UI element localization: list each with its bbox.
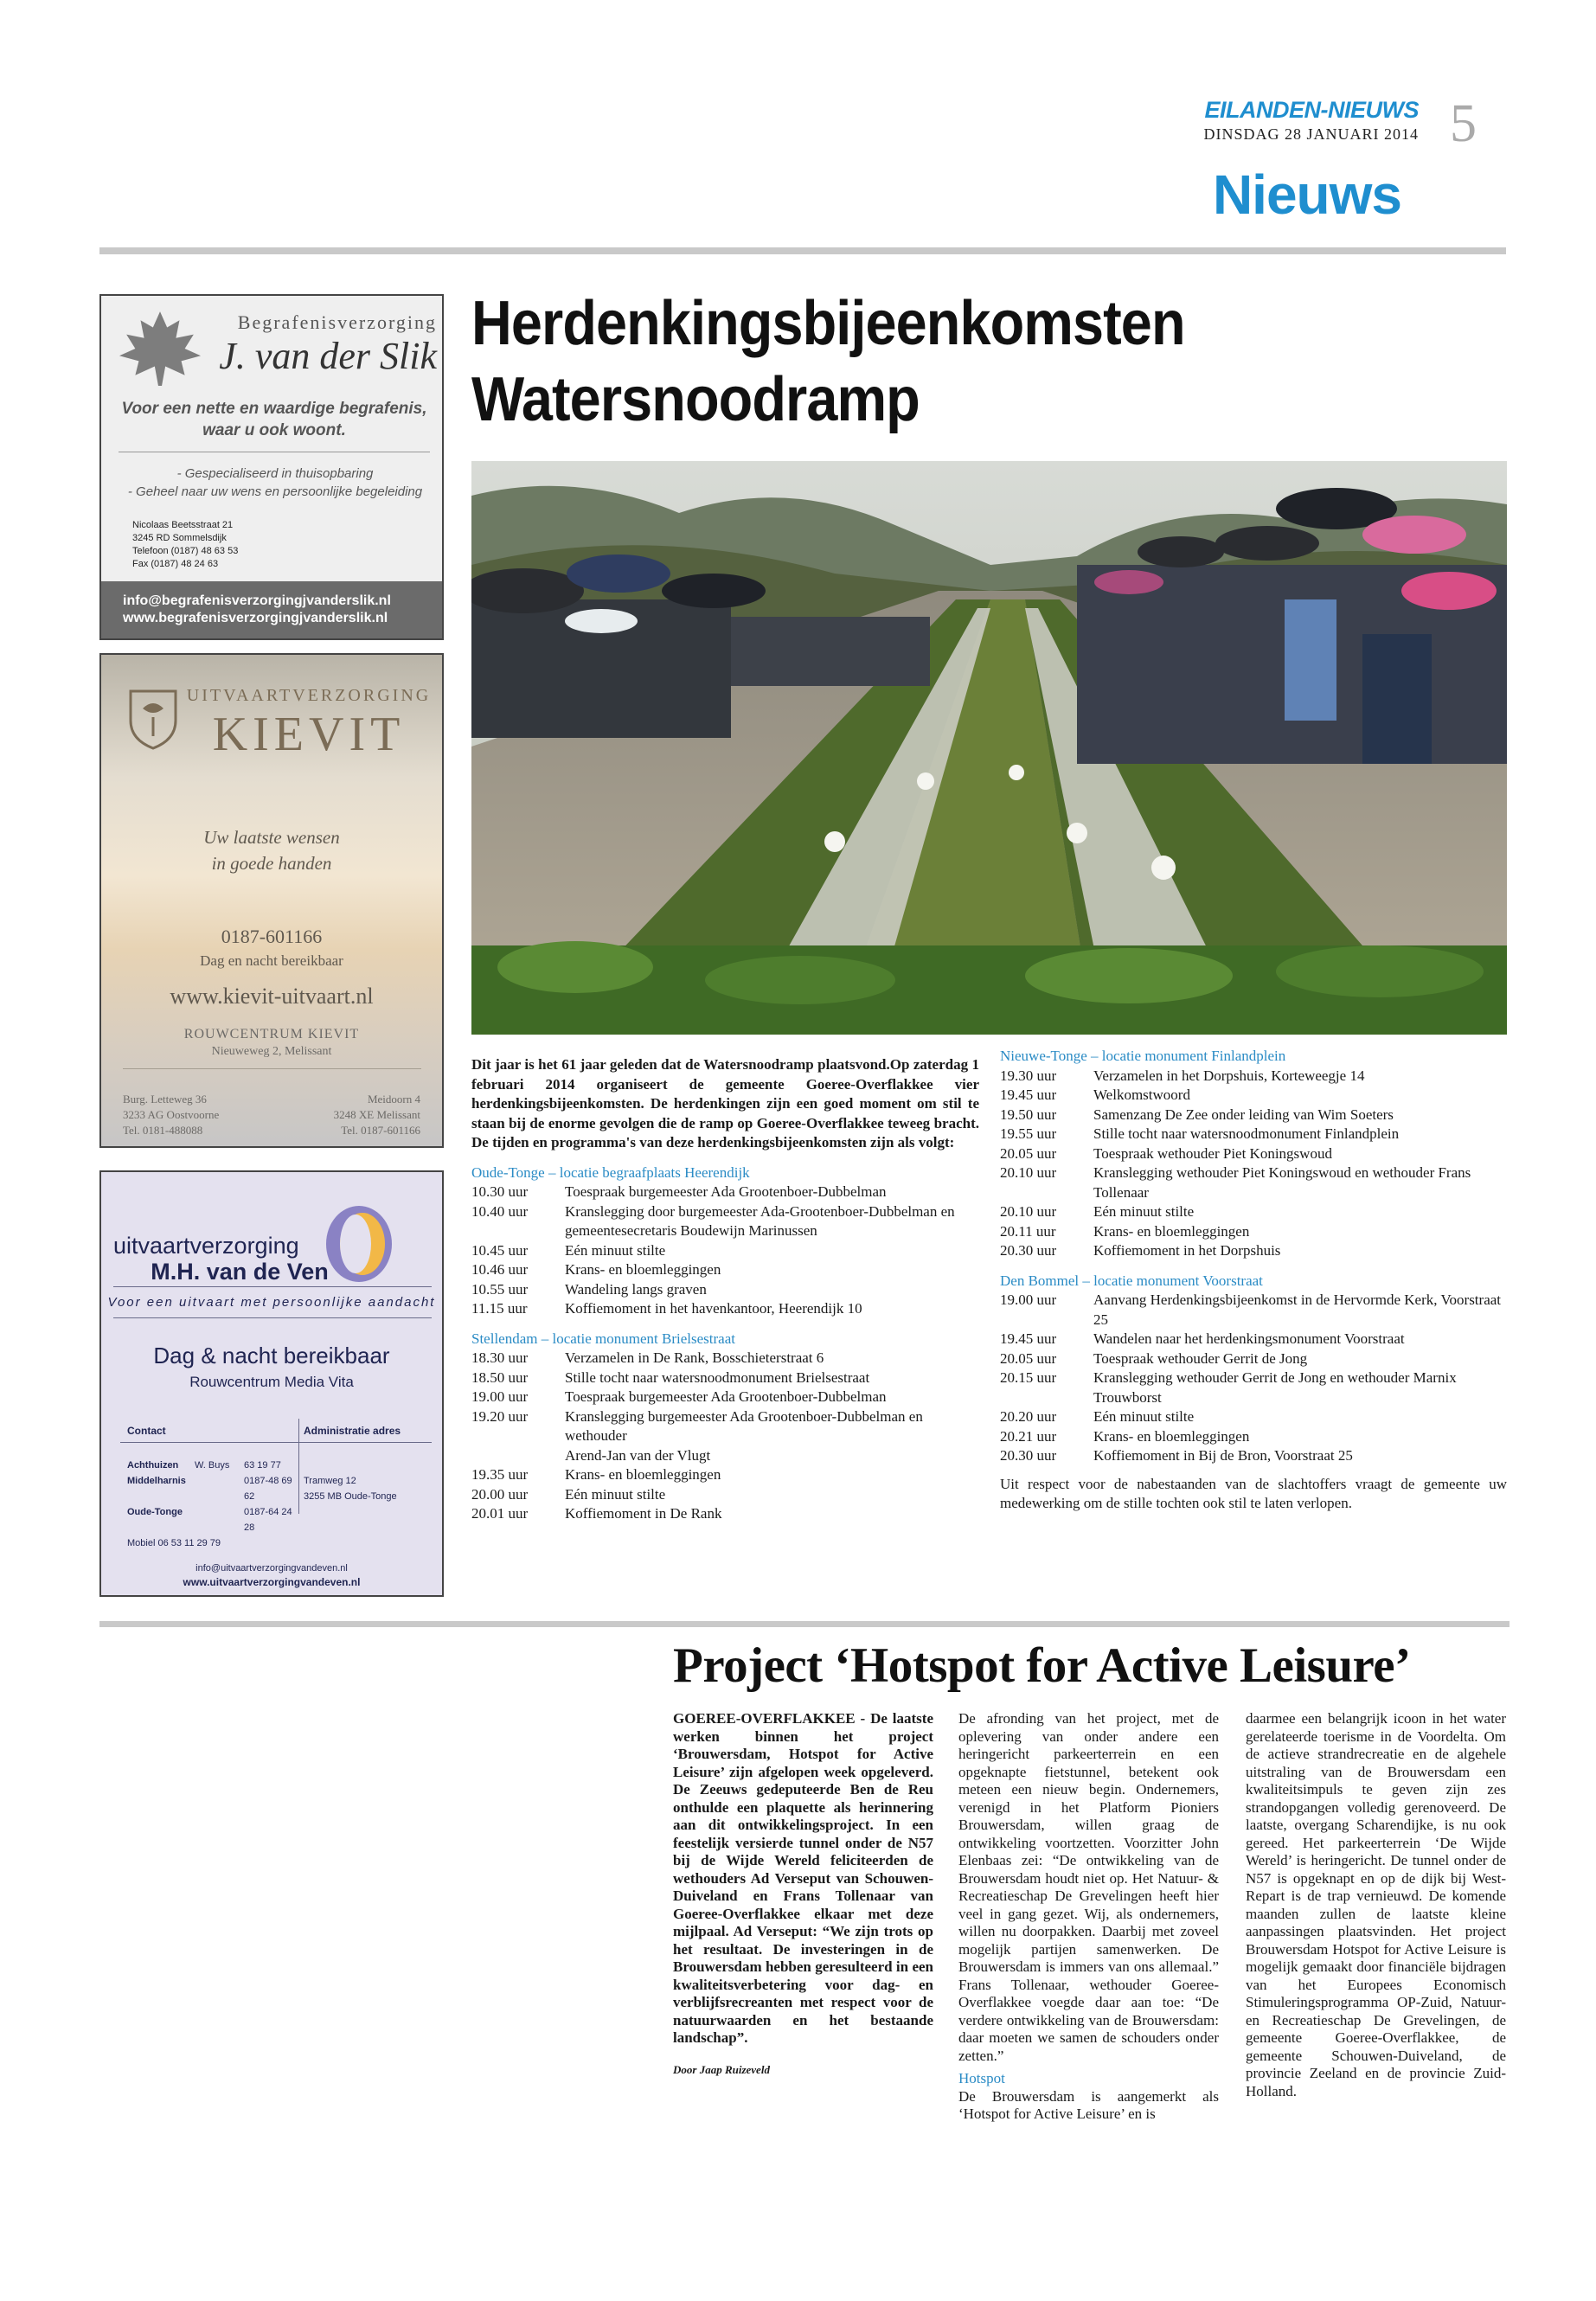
kievit-center-address: Nieuweweg 2, Melissant — [211, 1045, 332, 1058]
schedule-desc: Samenzang De Zee onder leiding van Wim Soeters — [1093, 1106, 1394, 1123]
ad-vanderslik[interactable] — [99, 294, 444, 640]
schedule-time: 20.10 uur — [1000, 1164, 1057, 1181]
admin-label: Administratie adres — [304, 1425, 401, 1437]
contact-row — [127, 1458, 299, 1473]
schedule-row — [471, 1260, 979, 1280]
schedule-time: 19.45 uur — [1000, 1330, 1057, 1347]
schedule-row — [471, 1388, 979, 1407]
schedule-time: 20.15 uur — [1000, 1369, 1057, 1386]
divider — [120, 1442, 432, 1443]
feature-line: - Geheel naar uw wens en persoonlijke begeleiding — [127, 484, 423, 499]
vanderslik-website-link[interactable]: www.begrafenisverzorgingjvanderslik.nl — [123, 611, 388, 625]
vanderslik-slogan — [119, 398, 430, 441]
subhead-oude-tonge: Oude-Tonge – locatie begraafplaats Heerendijk — [471, 1163, 750, 1181]
slogan-line: Voor een nette en waardige begrafenis, — [121, 400, 427, 418]
schedule-time: 20.10 uur — [1000, 1203, 1057, 1220]
top-divider — [99, 247, 1506, 254]
schedule-desc: Kranslegging burgemeester Ada Grootenboer-Dubbelman en wethouder — [565, 1407, 923, 1444]
kievit-phone[interactable]: 0187-601166 — [221, 926, 323, 947]
kievit-brand-name: KIEVIT — [212, 708, 406, 761]
contact-row — [127, 1504, 299, 1535]
byline: Door Jaap Ruizeveld — [673, 2062, 770, 2076]
schedule-desc: Eén minuut stilte — [565, 1241, 666, 1259]
schedule-desc: Koffiemoment in De Rank — [565, 1505, 722, 1522]
schedule-time: 20.20 uur — [1000, 1408, 1057, 1425]
schedule-desc: Kranslegging wethouder Gerrit de Jong en wethouder Marnix Trouwborst — [1093, 1369, 1457, 1406]
schedule-row — [471, 1241, 979, 1261]
divider — [113, 1286, 432, 1287]
slogan-line: waar u ook woont. — [202, 421, 346, 439]
schedule-row — [1000, 1368, 1507, 1407]
vanderslik-email-link[interactable]: info@begrafenisverzorgingjvanderslik.nl — [123, 593, 391, 608]
schedule-desc: Welkomstwoord — [1093, 1086, 1190, 1103]
schedule-desc: Krans- en bloemleggingen — [1093, 1427, 1250, 1445]
article-closing: Uit respect voor de nabestaanden van de slachtoffers vraagt de gemeente uw medewerking om de stille tochten ook stil te laten verlopen. — [1000, 1475, 1507, 1511]
schedule-row — [1000, 1407, 1507, 1427]
schedule-desc: Kranslegging wethouder Piet Koningswoud en wethouder Frans Tollenaar — [1093, 1164, 1471, 1201]
article2-column-1 — [673, 1710, 933, 2079]
schedule-time: 10.45 uur — [471, 1241, 529, 1259]
contact-mobile[interactable]: Mobiel 06 53 11 29 79 — [127, 1538, 221, 1548]
contact-row — [127, 1473, 299, 1504]
schedule-row — [1000, 1222, 1507, 1242]
schedule-desc: Krans- en bloemleggingen — [565, 1261, 721, 1278]
schedule-row — [1000, 1291, 1507, 1330]
schedule-row — [1000, 1067, 1507, 1086]
schedule-row — [1000, 1086, 1507, 1106]
kievit-center: ROUWCENTRUM KIEVIT — [183, 1027, 360, 1042]
schedule-row — [471, 1407, 979, 1446]
schedule-row — [471, 1504, 979, 1524]
vandeven-email-link[interactable]: info@uitvaartverzorgingvandeven.nl — [195, 1563, 348, 1574]
vanderslik-contact-bar — [101, 581, 442, 638]
article2-column-3 — [1246, 1710, 1506, 2100]
photo-illustration — [471, 461, 1507, 1035]
address-line: Nicolaas Beetsstraat 21 — [132, 520, 234, 530]
schedule-row — [471, 1202, 979, 1241]
schedule-row — [1000, 1241, 1507, 1261]
article-intro: Dit jaar is het 61 jaar geleden dat de Watersnoodramp plaatsvond.Op zaterdag 1 februari 2014 organiseert de gemeente Goeree-Overflakkee vier herdenkingsbijeenkomsten. De herdenkingen zijn een goed moment om stil te staan bij de enorme gevolgen die de ramp op Goeree-Overflakkee teweeg bracht. De tijden en programma's van deze herdenkingsbijeenkomsten zijn als volgt: — [471, 1056, 979, 1150]
article-column-2 — [1000, 1047, 1507, 1514]
schedule-row — [471, 1368, 979, 1388]
schedule-row — [1000, 1330, 1507, 1349]
newspaper-name: EILANDEN-NIEUWS — [1204, 97, 1419, 123]
schedule-desc: Stille tocht naar watersnoodmonument Finlandplein — [1093, 1125, 1400, 1142]
schedule-time: 19.00 uur — [1000, 1292, 1057, 1308]
schedule-row — [1000, 1427, 1507, 1447]
address-line: Tramweg 12 — [304, 1476, 356, 1486]
vandeven-tagline: Voor een uitvaart met persoonlijke aandacht — [107, 1295, 436, 1310]
contact-phone[interactable]: 0187-48 69 62 — [244, 1476, 292, 1502]
schedule-time: 18.50 uur — [471, 1368, 529, 1386]
contact-place: Middelharnis — [127, 1476, 186, 1486]
schedule-desc: Wandeling langs graven — [565, 1280, 707, 1298]
schedule-time: 11.15 uur — [471, 1300, 528, 1317]
vandeven-center: Rouwcentrum Media Vita — [189, 1374, 354, 1390]
schedule-time: 19.20 uur — [471, 1407, 529, 1425]
article2-headline: Project ‘Hotspot for Active Leisure’ — [673, 1638, 1411, 1693]
schedule-desc: Verzamelen in het Dorpshuis, Korteweegje 14 — [1093, 1067, 1365, 1084]
vandeven-brand-name: M.H. van de Ven — [151, 1259, 329, 1285]
article2-body: De Brouwersdam is aangemerkt als ‘Hotspot for Active Leisure’ en is — [958, 2087, 1219, 2122]
slogan-line: in goede handen — [211, 853, 332, 874]
schedule-time: 20.01 uur — [471, 1505, 529, 1522]
schedule-time: 19.55 uur — [1000, 1125, 1057, 1142]
schedule-time: 20.05 uur — [1000, 1349, 1057, 1367]
admin-address — [304, 1473, 397, 1504]
contact-name — [195, 1473, 244, 1504]
vandeven-website-link[interactable]: www.uitvaartverzorgingvandeven.nl — [183, 1576, 361, 1588]
article-headline — [471, 285, 1250, 438]
schedule-row — [1000, 1125, 1507, 1144]
schedule-row — [471, 1485, 979, 1505]
schedule-desc: Toespraak wethouder Piet Koningswoud — [1093, 1144, 1332, 1162]
vanderslik-brand-top: Begrafenisverzorging — [237, 311, 437, 333]
feature-line: - Gespecialiseerd in thuisopbaring — [176, 466, 374, 481]
article2-body: De afronding van het project, met de oplevering van onder andere een heringericht parkeerterrein en een opgeknapte fietstunnel, betekent ook meteen een nieuw begin. Ondernemers, verenigd in het Platform Pioniers Brouwersdam, willen graag de ontwikkeling voortzetten. Voorzitter John Elenbaas zei: “De ontwikkeling van de Brouwersdam houdt niet op. Het Natuur- & Recreatieschap De Grevelingen heeft hier veel in gang gezet. Wij, als ondernemers, willen nu doorpakken. Daarbij met zoveel mogelijk partijen samenwerken. De Brouwersdam is immers van ons allemaal.” Frans Tollenaar, wethouder Goeree-Overflakkee voegde daar aan toe: “De verdere ontwikkeling van de Brouwersdam: daar moeten we samen de schouders onder zetten.” — [958, 1710, 1219, 2064]
schedule-desc: Krans- en bloemleggingen — [565, 1466, 721, 1483]
schedule-desc: Arend-Jan van der Vlugt — [565, 1446, 711, 1464]
schedule-desc: Koffiemoment in het havenkantoor, Heerendijk 10 — [565, 1300, 862, 1317]
schedule-row — [1000, 1163, 1507, 1202]
memorial-photo — [471, 461, 1507, 1035]
schedule-time: 10.30 uur — [471, 1183, 529, 1200]
schedule-oude-tonge — [471, 1183, 979, 1319]
schedule-time: 19.45 uur — [1000, 1086, 1057, 1103]
schedule-row — [1000, 1106, 1507, 1125]
section-title: Nieuws — [1212, 163, 1401, 226]
vandeven-brand-top: uitvaartverzorging — [113, 1233, 299, 1259]
schedule-desc: Eén minuut stilte — [565, 1485, 666, 1503]
schedule-row — [1000, 1349, 1507, 1369]
schedule-time: 18.30 uur — [471, 1349, 529, 1366]
schedule-time: 20.00 uur — [471, 1485, 529, 1503]
schedule-desc: Eén minuut stilte — [1093, 1408, 1195, 1425]
schedule-time: 10.40 uur — [471, 1202, 529, 1220]
vanderslik-brand-name: J. van der Slik — [219, 335, 437, 377]
schedule-row — [471, 1183, 979, 1202]
schedule-desc: Stille tocht naar watersnoodmonument Brielsestraat — [565, 1368, 870, 1386]
schedule-row — [471, 1465, 979, 1485]
schedule-desc: Wandelen naar het herdenkingsmonument Voorstraat — [1093, 1330, 1405, 1347]
headline-line: Herdenkingsbijeenkomsten — [471, 289, 1185, 358]
slogan-line: Uw laatste wensen — [203, 827, 340, 848]
schedule-time: 10.55 uur — [471, 1280, 529, 1298]
masthead — [1185, 97, 1419, 144]
schedule-desc: Toespraak burgemeester Ada Grootenboer-Dubbelman — [565, 1388, 887, 1405]
schedule-stellendam — [471, 1349, 979, 1524]
schedule-desc: Koffiemoment in Bij de Bron, Voorstraat 25 — [1093, 1447, 1353, 1464]
schedule-row — [471, 1280, 979, 1300]
article2-column-2 — [958, 1710, 1219, 2124]
schedule-time: 20.11 uur — [1000, 1222, 1056, 1240]
article-column-1 — [471, 1055, 979, 1524]
schedule-time — [471, 1446, 565, 1466]
fax-line: Fax (0187) 48 24 63 — [132, 559, 219, 569]
address-line: 3248 XE Melissant — [333, 1108, 420, 1121]
kievit-address-right — [334, 1092, 420, 1138]
kievit-brand-top: UITVAARTVERZORGING — [186, 686, 432, 705]
divider — [123, 1068, 421, 1069]
subhead-nieuwe-tonge: Nieuwe-Tonge – locatie monument Finlandplein — [1000, 1048, 1286, 1064]
schedule-time: 20.05 uur — [1000, 1144, 1057, 1162]
ad-vandeven[interactable] — [99, 1170, 444, 1597]
schedule-desc: Aanvang Herdenkingsbijeenkomst in de Hervormde Kerk, Voorstraat 25 — [1093, 1292, 1502, 1328]
subhead-den-bommel: Den Bommel – locatie monument Voorstraat — [1000, 1272, 1263, 1289]
article2-body: daarmee een belangrijk icoon in het water gerelateerde toerisme in de Voordelta. Om de actieve strandrecreatie en de algehele uitstraling van de Brouwersdam een kwaliteitsimpuls te geven zijn zes strandopgangen volledig gerenoveerd. De laatste, overgang Scharendijke, is nu ook gereed. Het parkeerterrein ‘De Wijde Wereld’ is heringericht. De tunnel onder de N57 is opgeknapt en op de dijk bij West-Repart is de trap vernieuwd. De komende maanden zullen de laatste kleine aanpassingen plaatsvinden. Het project Brouwersdam Hotspot for Active Leisure is mogelijk gemaakt door financiële bijdragen van het Europees Economisch Stimuleringsprogramma OP-Zuid, Natuur- en Recreatieschap De Grevelingen, de gemeente Goeree-Overflakkee, de gemeente Schouwen-Duiveland, de provincie Zeeland en de provincie Zuid-Holland. — [1246, 1710, 1506, 2099]
schedule-desc: Toespraak burgemeester Ada Grootenboer-Dubbelman — [565, 1183, 887, 1200]
schedule-time: 20.21 uur — [1000, 1427, 1057, 1445]
address-line: Tel. 0181-488088 — [123, 1124, 203, 1137]
mid-divider — [99, 1621, 1509, 1627]
issue-date: DINSDAG 28 JANUARI 2014 — [1203, 125, 1419, 143]
schedule-time: 20.30 uur — [1000, 1242, 1057, 1259]
schedule-row — [1000, 1202, 1507, 1222]
contact-phone[interactable]: 0187-64 24 28 — [244, 1507, 292, 1533]
vanderslik-address — [132, 519, 238, 571]
kievit-slogan — [101, 824, 442, 876]
article2-subhead: Hotspot — [958, 2070, 1005, 2086]
schedule-time: 20.30 uur — [1000, 1447, 1057, 1464]
address-line: Tel. 0187-601166 — [341, 1124, 420, 1137]
schedule-row — [471, 1446, 979, 1466]
schedule-row — [1000, 1446, 1507, 1466]
contact-place: Achthuizen — [127, 1460, 179, 1471]
article2-lead: GOEREE-OVERFLAKKEE - De laatste werken binnen het project ‘Brouwersdam, Hotspot for Active Leisure’ zijn afgelopen week opgeleverd. De Zeeuws gedeputeerde Ben de Reu onthulde een plaquette als herinnering aan dit ontwikkelingsproject. In een feestelijk versierde tunnel onder de N57 bij de Wijde Wereld feliciteerden de wethouders Ad Verseput van Schouwen-Duiveland en Frans Tollenaar van Goeree-Overflakkee elkaar met deze mijlpaal. Ad Verseput: “We zijn trots op het resultaat. De investeringen in de Brouwersdam hebben geresulteerd in een kwaliteitsverbetering voor dag- en verblijfsrecreanten met respect voor de natuurwaarden en het bestaande landschap”. — [673, 1710, 933, 2046]
ad-kievit[interactable] — [99, 653, 444, 1148]
schedule-row — [1000, 1144, 1507, 1164]
subhead-stellendam: Stellendam – locatie monument Brielsestraat — [471, 1330, 735, 1347]
schedule-row — [471, 1299, 979, 1319]
schedule-desc: Toespraak wethouder Gerrit de Jong — [1093, 1349, 1308, 1367]
schedule-desc: Kranslegging door burgemeester Ada-Grootenboer-Dubbelman en gemeentesecretaris Boudewijn Marinussen — [565, 1202, 955, 1239]
schedule-time: 19.00 uur — [471, 1388, 529, 1405]
schedule-nieuwe-tonge — [1000, 1067, 1507, 1261]
crest-icon — [125, 683, 181, 750]
vandeven-availability: Dag & nacht bereikbaar — [153, 1343, 390, 1368]
contact-place: Oude-Tonge — [127, 1507, 183, 1517]
schedule-desc: Krans- en bloemleggingen — [1093, 1222, 1250, 1240]
headline-line: Watersnoodramp — [471, 365, 920, 434]
address-line: 3233 AG Oostvoorne — [123, 1108, 220, 1121]
schedule-den-bommel — [1000, 1291, 1507, 1466]
contact-name — [195, 1504, 244, 1535]
address-line: 3255 MB Oude-Tonge — [304, 1491, 397, 1502]
schedule-time: 19.50 uur — [1000, 1106, 1057, 1123]
page-number: 5 — [1450, 94, 1477, 153]
contact-name: W. Buys — [195, 1460, 230, 1471]
kievit-availability: Dag en nacht bereikbaar — [200, 952, 343, 969]
schedule-desc: Eén minuut stilte — [1093, 1203, 1195, 1220]
schedule-row — [471, 1349, 979, 1368]
contact-phone[interactable]: 63 19 77 — [244, 1460, 281, 1471]
schedule-desc: Koffiemoment in het Dorpshuis — [1093, 1242, 1281, 1259]
contact-label: Contact — [127, 1425, 166, 1437]
schedule-desc: Verzamelen in De Rank, Bosschieterstraat 6 — [565, 1349, 824, 1366]
contact-table — [127, 1458, 299, 1551]
address-line: Meidoorn 4 — [367, 1093, 420, 1106]
kievit-address-left — [123, 1092, 219, 1138]
maple-leaf-icon — [113, 308, 207, 388]
address-line: 3245 RD Sommelsdijk — [132, 533, 227, 543]
schedule-time: 19.35 uur — [471, 1466, 529, 1483]
divider — [113, 1317, 432, 1318]
vanderslik-features — [119, 465, 432, 501]
schedule-time: 10.46 uur — [471, 1261, 529, 1278]
kievit-website-link[interactable]: www.kievit-uitvaart.nl — [170, 984, 374, 1009]
phone-line: Telefoon (0187) 48 63 53 — [132, 546, 239, 556]
address-line: Burg. Letteweg 36 — [123, 1093, 207, 1106]
schedule-time: 19.30 uur — [1000, 1067, 1057, 1084]
